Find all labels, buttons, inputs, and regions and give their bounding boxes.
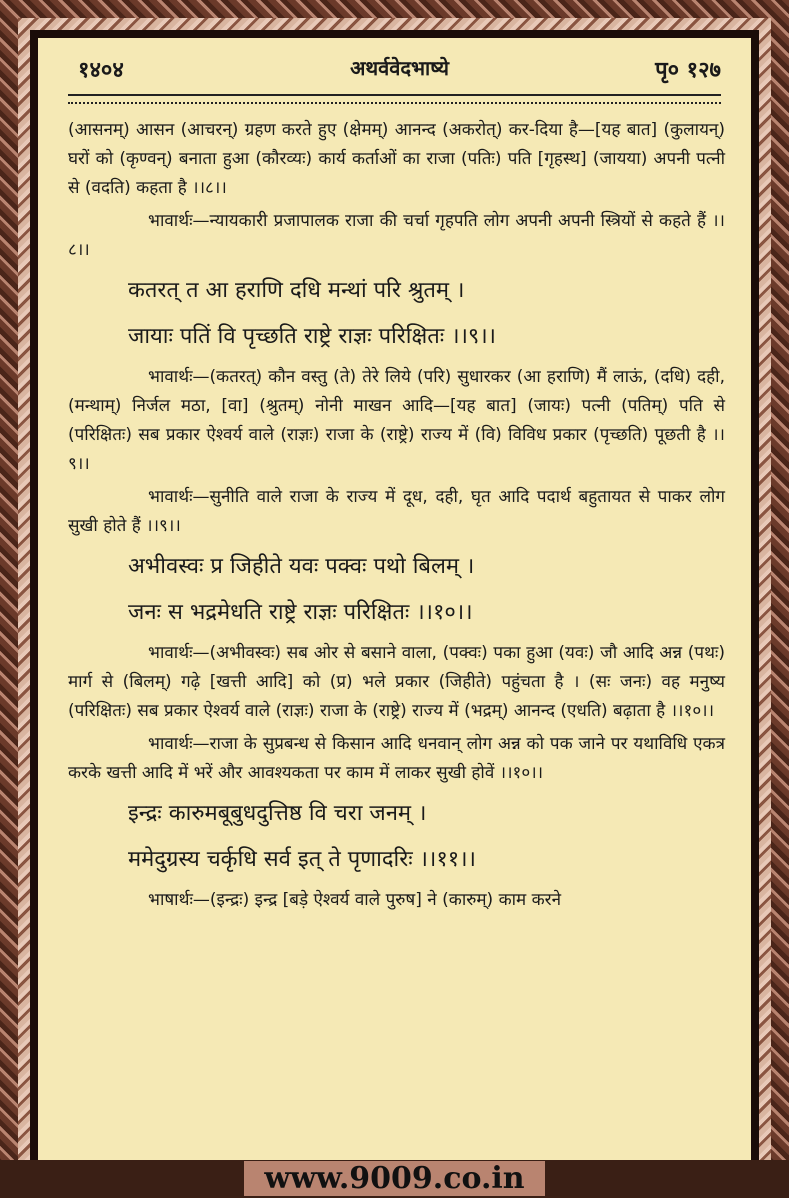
mantra-line: कतरत् त आ हराणि दधि मन्थां परि श्रुतम् । <box>128 278 465 303</box>
header-rule <box>68 94 721 104</box>
bhavarth-paragraph: भावार्थः—राजा के सुप्रबन्ध से किसान आदि धनवान् लोग अन्न को पक जाने पर यथाविधि एकत्र करके खत्ती आदि में भरें और आवश्यकता पर काम में लाकर सुखी होवें ।।१०।। <box>68 734 725 783</box>
page-header <box>78 54 721 88</box>
bhavarth-paragraph: भावार्थः—(अभीवस्वः) सब ओर से बसाने वाला, (पक्वः) पका हुआ (यवः) जौ आदि अन्न (पथः) मार्ग से (बिलम्) गढ़े [खत्ती आदि] को (प्र) भले प्रकार (जिहीते) पहुंचता है । (सः जनः) वह मनुष्य (परिक्षितः) सब प्रकार ऐश्वर्य वाले (राज्ञः) राजा के (राष्ट्रे) राज्य में (भद्रम्) आनन्द (एधति) बढ़ाता है ।।१०।। <box>68 643 725 721</box>
mantra-line: जायाः पतिं वि पृच्छति राष्ट्रे राज्ञः परिक्षितः ।।९।। <box>128 324 497 349</box>
page-number-left: १४०४ <box>78 58 124 83</box>
page-body <box>68 116 725 919</box>
site-footer <box>0 1160 789 1198</box>
scripture-page <box>38 38 751 1160</box>
bhavarth-paragraph: भावार्थः—(कतरत्) कौन वस्तु (ते) तेरे लिये (परि) सुधारकर (आ हराणि) मैं लाऊं, (दधि) दही, (मन्थाम्) निर्जल मठा, [वा] (श्रुतम्) नोनी माखन आदि—[यह बात] (जायः) पत्नी (पतिम्) पति से (परिक्षितः) सब प्रकार ऐश्वर्य वाले (राज्ञः) राजा के (राष्ट्रे) राज्य में (वि) विविध प्रकार (पृच्छति) पूछती है ।।९।। <box>68 367 725 474</box>
page-title: अथर्ववेदभाष्ये <box>350 56 449 80</box>
page-number-right: पृ० १२७ <box>655 58 721 83</box>
bhavarth-paragraph: भाषार्थः—(इन्द्रः) इन्द्र [बड़े ऐश्वर्य वाले पुरुष] ने (कारुम्) काम करने <box>148 890 562 910</box>
mantra-line: अभीवस्वः प्र जिहीते यवः पक्वः पथो बिलम् । <box>128 554 475 579</box>
bhavarth-paragraph: भावार्थः—सुनीति वाले राजा के राज्य में दूध, दही, घृत आदि पदार्थ बहुतायत से पाकर लोग सुखी होते हैं ।।९।। <box>68 487 725 536</box>
commentary-paragraph: (आसनम्) आसन (आचरन्) ग्रहण करते हुए (क्षेमम्) आनन्द (अकरोत्) कर-दिया है—[यह बात] (कुलायन्) घरों को (कृण्वन्) बनाता हुआ (कौरव्यः) कार्य कर्ताओं का राजा (पतिः) पति [गृहस्थ] (जायया) अपनी पत्नी से (वदति) कहता है ।।८।। <box>68 120 725 198</box>
footer-url[interactable]: www.9009.co.in <box>244 1161 544 1196</box>
bhavarth-paragraph: भावार्थः—न्यायकारी प्रजापालक राजा की चर्चा गृहपति लोग अपनी अपनी स्त्रियों से कहते हैं ।।८।। <box>68 211 725 260</box>
mantra-line: ममेदुग्रस्य चर्कृधि सर्व इत् ते पृणादरिः ।।११।। <box>128 847 476 872</box>
mantra-line: जनः स भद्रमेधति राष्ट्रे राज्ञः परिक्षितः ।।१०।। <box>128 600 473 625</box>
mantra-line: इन्द्रः कारुमबूबुधदुत्तिष्ठ वि चरा जनम् । <box>128 801 427 826</box>
